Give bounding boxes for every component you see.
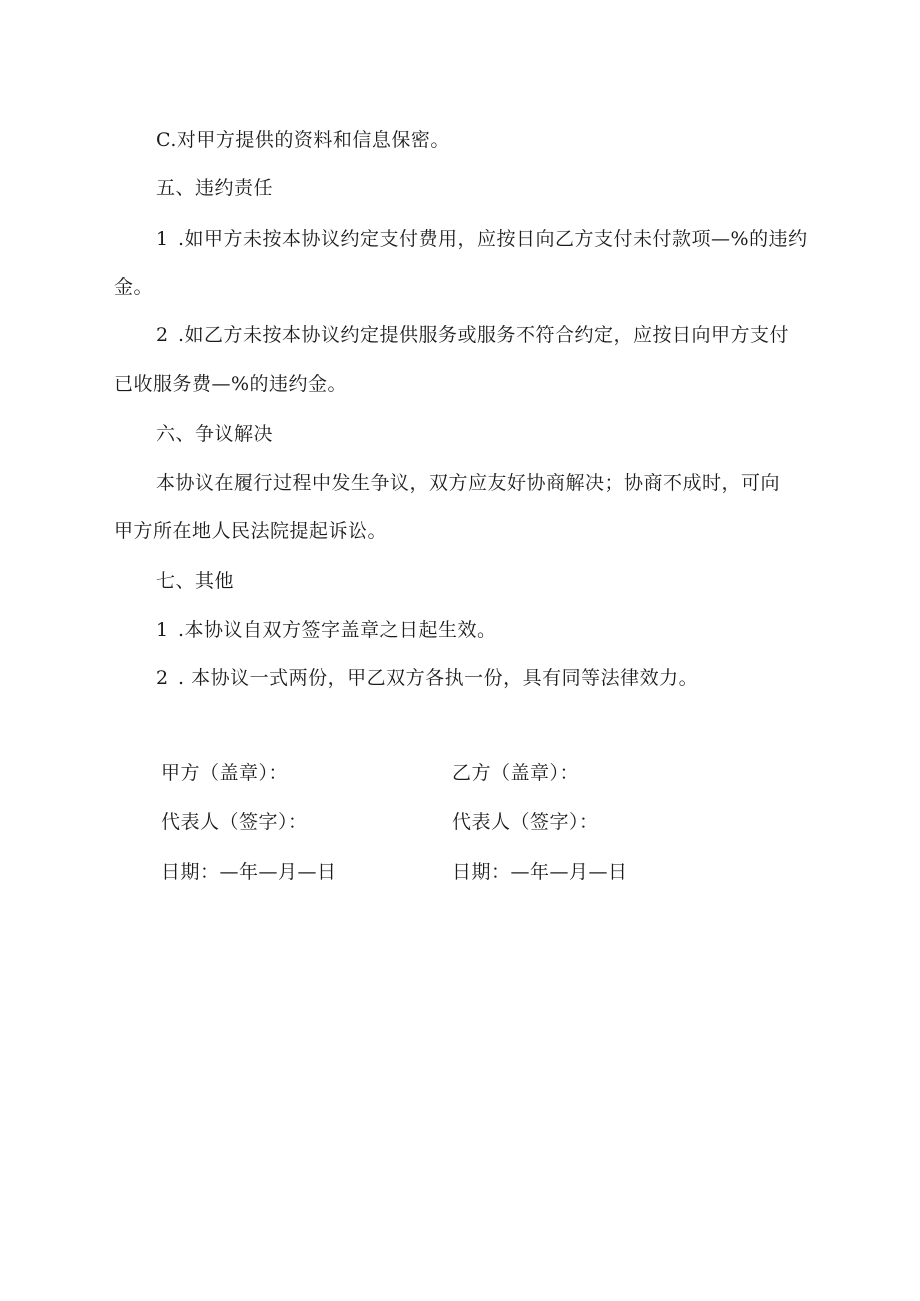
section-5-item-2-continued: 已收服务费—%的违约金。 — [114, 373, 348, 395]
item-text: .本协议自双方签字盖章之日起生效。 — [178, 619, 497, 641]
party-a-seal: 甲方（盖章）： — [161, 762, 289, 784]
section-5-item-1 — [156, 227, 808, 251]
section-5-item-2 — [156, 323, 789, 347]
section-7-heading: 七、其他 — [156, 570, 235, 592]
section-6-paragraph-continued: 甲方所在地人民法院提起诉讼。 — [114, 520, 388, 542]
item-number: 1 — [156, 228, 169, 250]
section-6-paragraph: 本协议在履行过程中发生争议，双方应友好协商解决；协商不成时，可向 — [156, 472, 781, 494]
item-number: 2 — [156, 324, 169, 346]
item-number: 2 — [156, 667, 169, 689]
section-5-item-1-continued: 金。 — [114, 276, 154, 298]
item-text: . 本协议一式两份，甲乙双方各执一份，具有同等法律效力。 — [178, 667, 699, 689]
section-7-item-1 — [156, 618, 497, 642]
section-5-heading: 五、违约责任 — [156, 177, 274, 199]
clause-c: C.对甲方提供的资料和信息保密。 — [156, 129, 450, 151]
party-b-seal: 乙方（盖章）： — [452, 762, 580, 784]
party-a-date: 日期：—年—月—日 — [161, 861, 337, 883]
item-text: .如乙方未按本协议约定提供服务或服务不符合约定，应按日向甲方支付 — [178, 324, 790, 346]
item-number: 1 — [156, 619, 169, 641]
party-b-representative: 代表人（签字）： — [452, 811, 599, 833]
party-a-representative: 代表人（签字）： — [161, 811, 308, 833]
section-7-item-2 — [156, 666, 698, 690]
item-text: .如甲方未按本协议约定支付费用，应按日向乙方支付未付款项—%的违约 — [178, 228, 808, 250]
party-b-date: 日期：—年—月—日 — [452, 861, 628, 883]
section-6-heading: 六、争议解决 — [156, 423, 274, 445]
